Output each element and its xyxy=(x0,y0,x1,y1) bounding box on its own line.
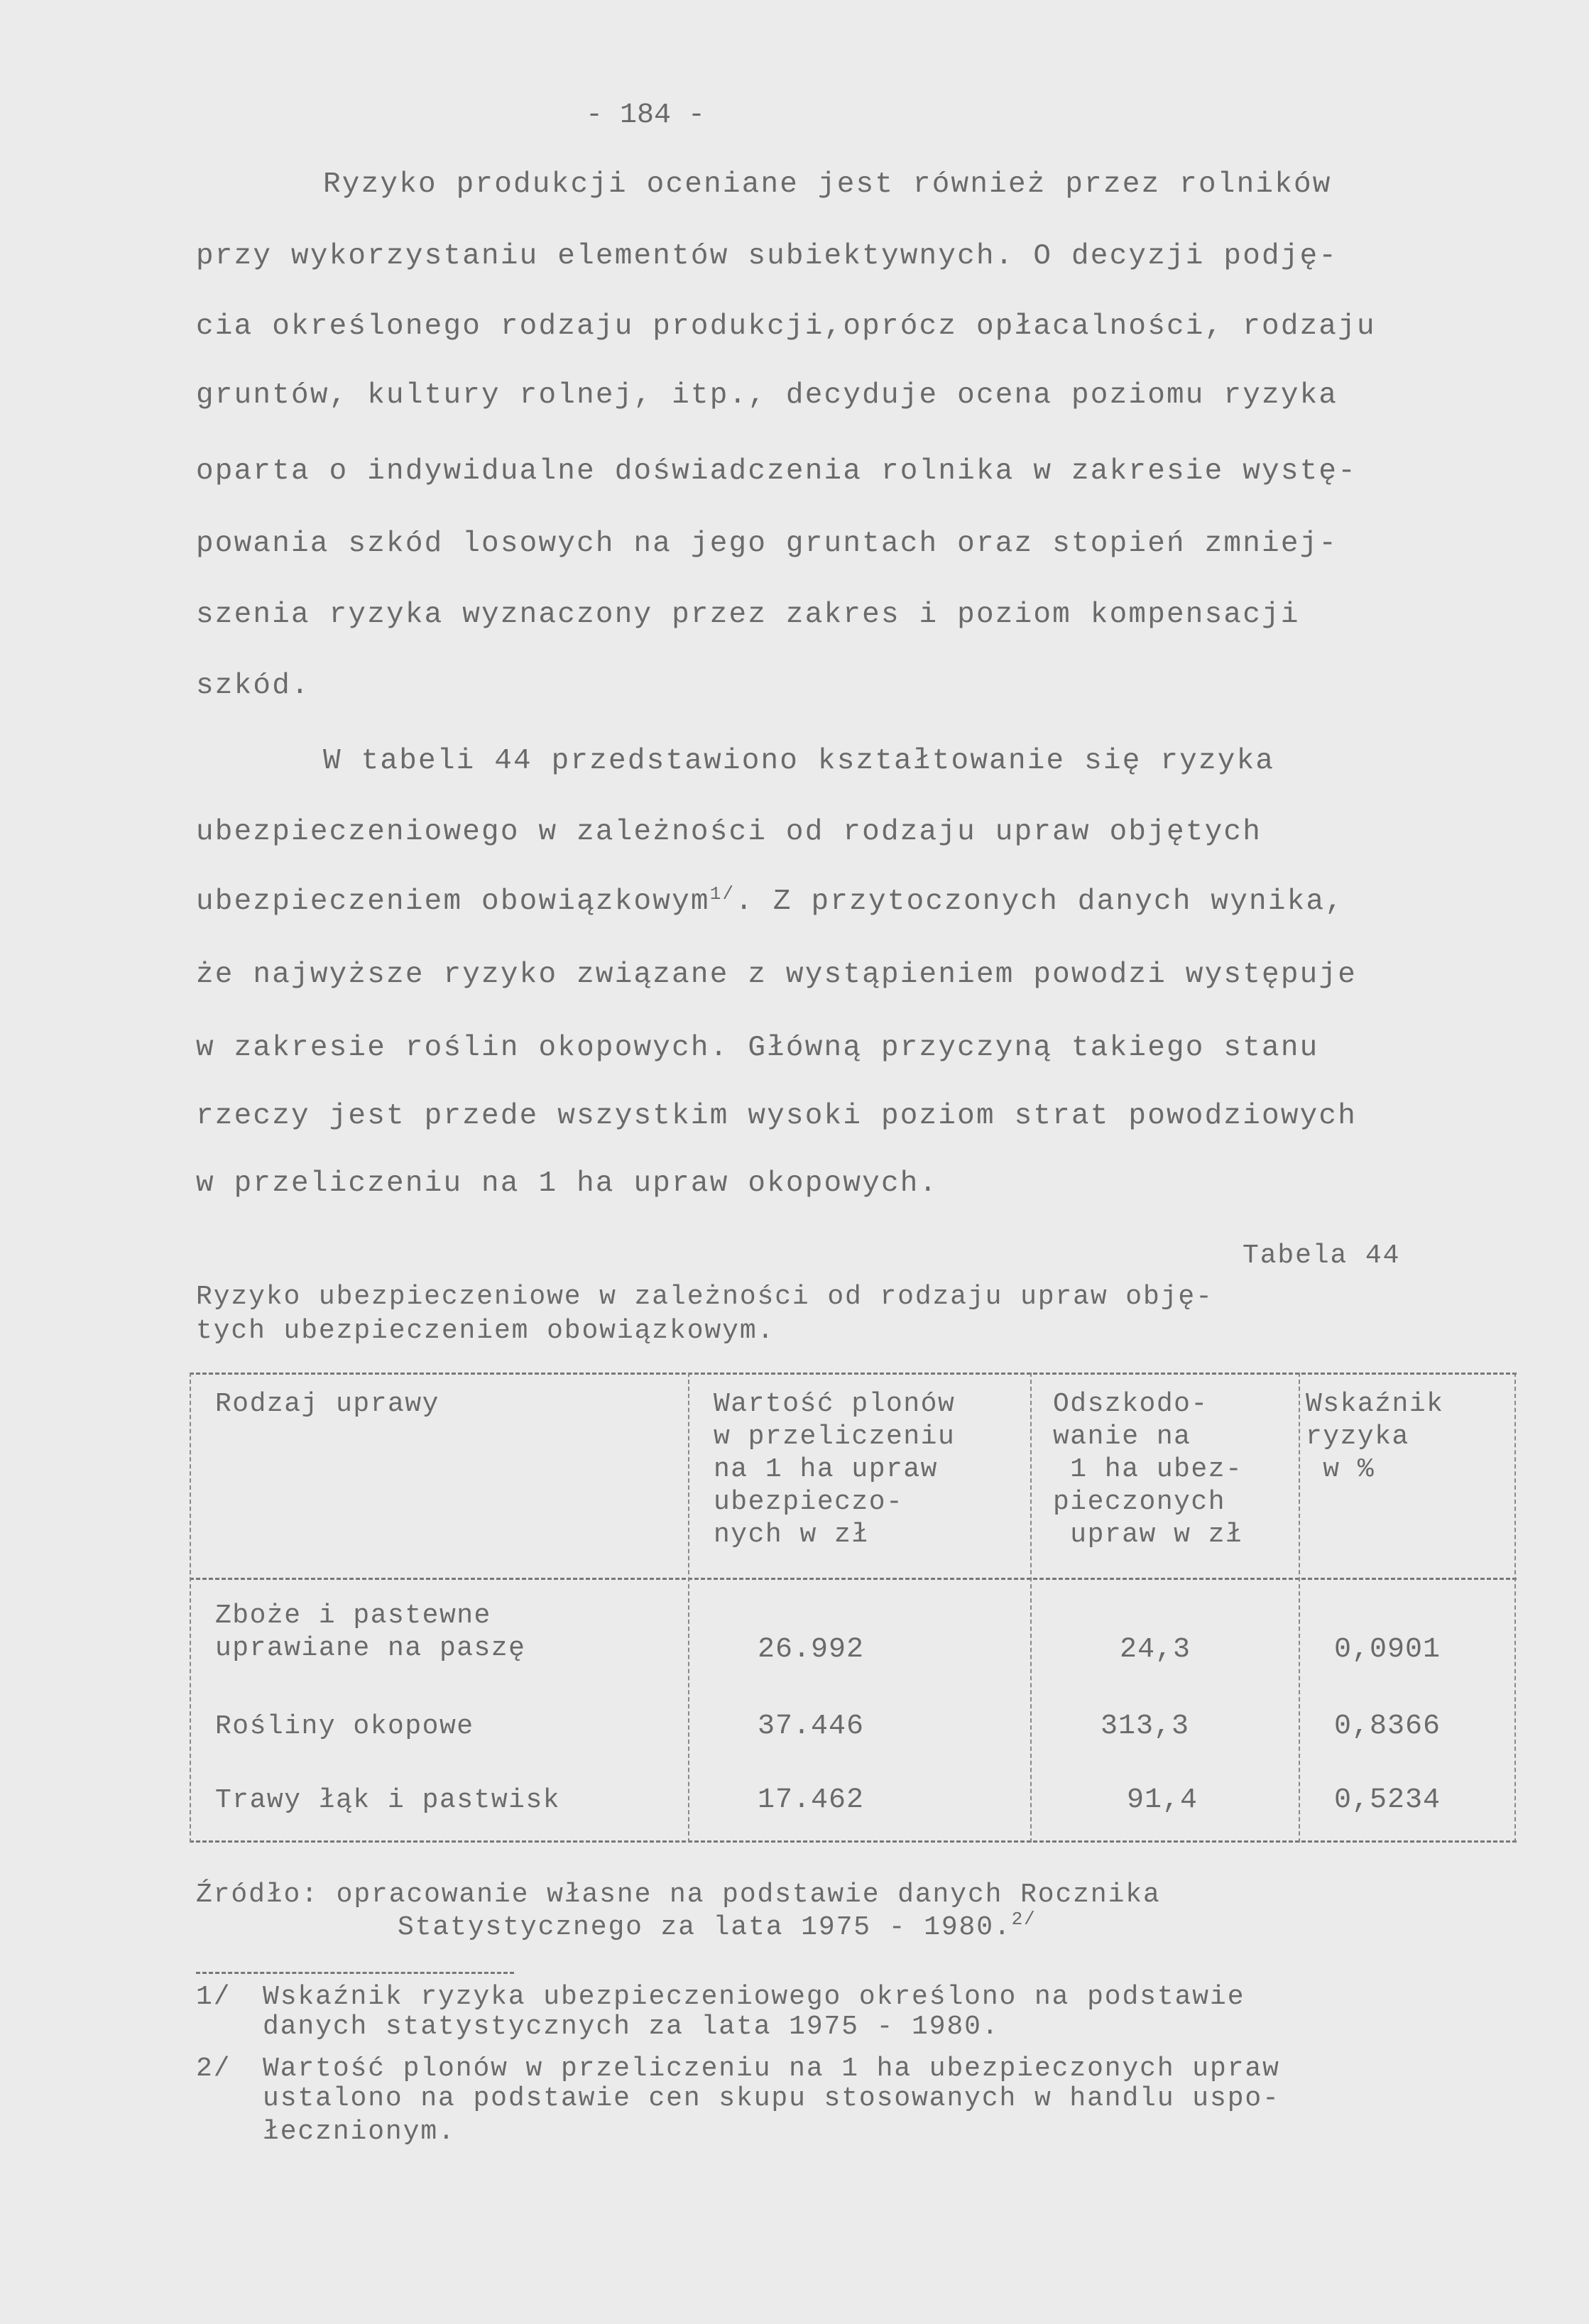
header-crop-value: Wartość plonów w przeliczeniu na 1 ha upraw ubezpieczo- nych w zł xyxy=(714,1389,956,1550)
table-caption-line: tych ubezpieczeniem obowiązkowym. xyxy=(196,1316,775,1346)
cell-crop: Trawy łąk i pastwisk xyxy=(215,1785,561,1816)
cell-risk: 0,8366 xyxy=(1334,1711,1441,1742)
text: Statystycznego za lata 1975 - 1980. xyxy=(398,1912,1012,1943)
table-border-top xyxy=(190,1373,1517,1375)
column-divider xyxy=(1030,1373,1032,1843)
footnote-ref: 1/ xyxy=(709,883,736,905)
source-line xyxy=(398,1909,1037,1943)
cell-value: 37.446 xyxy=(758,1711,865,1742)
table-border-bottom xyxy=(190,1840,1517,1843)
footnote-mark: 1/ xyxy=(196,1982,231,2012)
text-line: szkód. xyxy=(196,670,310,702)
footnote-mark: 2/ xyxy=(196,2053,231,2084)
footnote-line: łecznionym. xyxy=(263,2117,456,2147)
footnote-line: Wartość plonów w przeliczeniu na 1 ha ubezpieczonych upraw xyxy=(263,2053,1280,2084)
cell-value: 17.462 xyxy=(758,1784,865,1816)
cell-compensation: 24,3 xyxy=(1120,1634,1191,1666)
cell-compensation: 313,3 xyxy=(1101,1711,1190,1742)
cell-crop: Rośliny okopowe xyxy=(215,1711,474,1742)
cell-risk: 0,5234 xyxy=(1334,1784,1441,1816)
source-line: Źródło: opracowanie własne na podstawie danych Rocznika xyxy=(196,1880,1161,1910)
text-line: rzeczy jest przede wszystkim wysoki poziom strat powodziowych xyxy=(196,1100,1358,1133)
risk-table xyxy=(190,1373,1517,1843)
cell-value: 26.992 xyxy=(758,1634,865,1666)
text-line: przy wykorzystaniu elementów subiektywnych. O decyzji podję- xyxy=(196,240,1338,273)
text-line: w zakresie roślin okopowych. Główną przyczyną takiego stanu xyxy=(196,1032,1319,1064)
footnote-ref: 2/ xyxy=(1011,1909,1037,1930)
footnote-divider xyxy=(196,1972,514,1974)
text-line: W tabeli 44 przedstawiono kształtowanie się ryzyka xyxy=(323,745,1275,778)
table-caption-line: Ryzyko ubezpieczeniowe w zależności od rodzaju upraw obję- xyxy=(196,1282,1213,1312)
column-divider xyxy=(1299,1373,1300,1843)
text-line: oparta o indywidualne doświadczenia rolnika w zakresie wystę- xyxy=(196,455,1358,488)
text-line: szenia ryzyka wyznaczony przez zakres i poziom kompensacji xyxy=(196,599,1300,631)
text: ubezpieczeniem obowiązkowym xyxy=(196,885,710,918)
footnote-line: danych statystycznych za lata 1975 - 1980. xyxy=(263,2012,1000,2042)
footnote-line: ustalono na podstawie cen skupu stosowanych w handlu uspo- xyxy=(263,2083,1280,2114)
cell-risk: 0,0901 xyxy=(1334,1634,1441,1666)
column-divider xyxy=(688,1373,689,1843)
header-crop-type: Rodzaj uprawy xyxy=(215,1389,439,1419)
cell-crop: Zboże i pastewne uprawiane na paszę xyxy=(215,1600,526,1664)
footnote-line: Wskaźnik ryzyka ubezpieczeniowego określono na podstawie xyxy=(263,1982,1245,2012)
text-line: powania szkód losowych na jego gruntach oraz stopień zmniej- xyxy=(196,528,1338,560)
text: . Z przytoczonych danych wynika, xyxy=(735,885,1345,918)
text-line: cia określonego rodzaju produkcji,oprócz opłacalności, rodzaju xyxy=(196,310,1376,343)
text-line: ubezpieczeniowego w zależności od rodzaju upraw objętych xyxy=(196,816,1262,849)
table-border-right xyxy=(1514,1373,1516,1843)
text-line: Ryzyko produkcji oceniane jest również przez rolników xyxy=(323,168,1332,201)
page-number: - 184 - xyxy=(586,99,706,131)
table-border-left xyxy=(190,1373,191,1843)
table-header-divider xyxy=(190,1578,1517,1580)
text-line: gruntów, kultury rolnej, itp., decyduje ocena poziomu ryzyka xyxy=(196,379,1338,412)
header-compensation: Odszkodo- wanie na 1 ha ubez- pieczonych upraw w zł xyxy=(1053,1389,1243,1550)
table-label: Tabela 44 xyxy=(1243,1240,1401,1271)
text-line xyxy=(196,883,1345,918)
text-line: w przeliczeniu na 1 ha upraw okopowych. xyxy=(196,1167,939,1200)
text-line: że najwyższe ryzyko związane z wystąpieniem powodzi występuje xyxy=(196,959,1358,991)
cell-compensation: 91,4 xyxy=(1127,1784,1198,1816)
header-risk-index: Wskaźnik ryzyka w % xyxy=(1306,1389,1444,1485)
